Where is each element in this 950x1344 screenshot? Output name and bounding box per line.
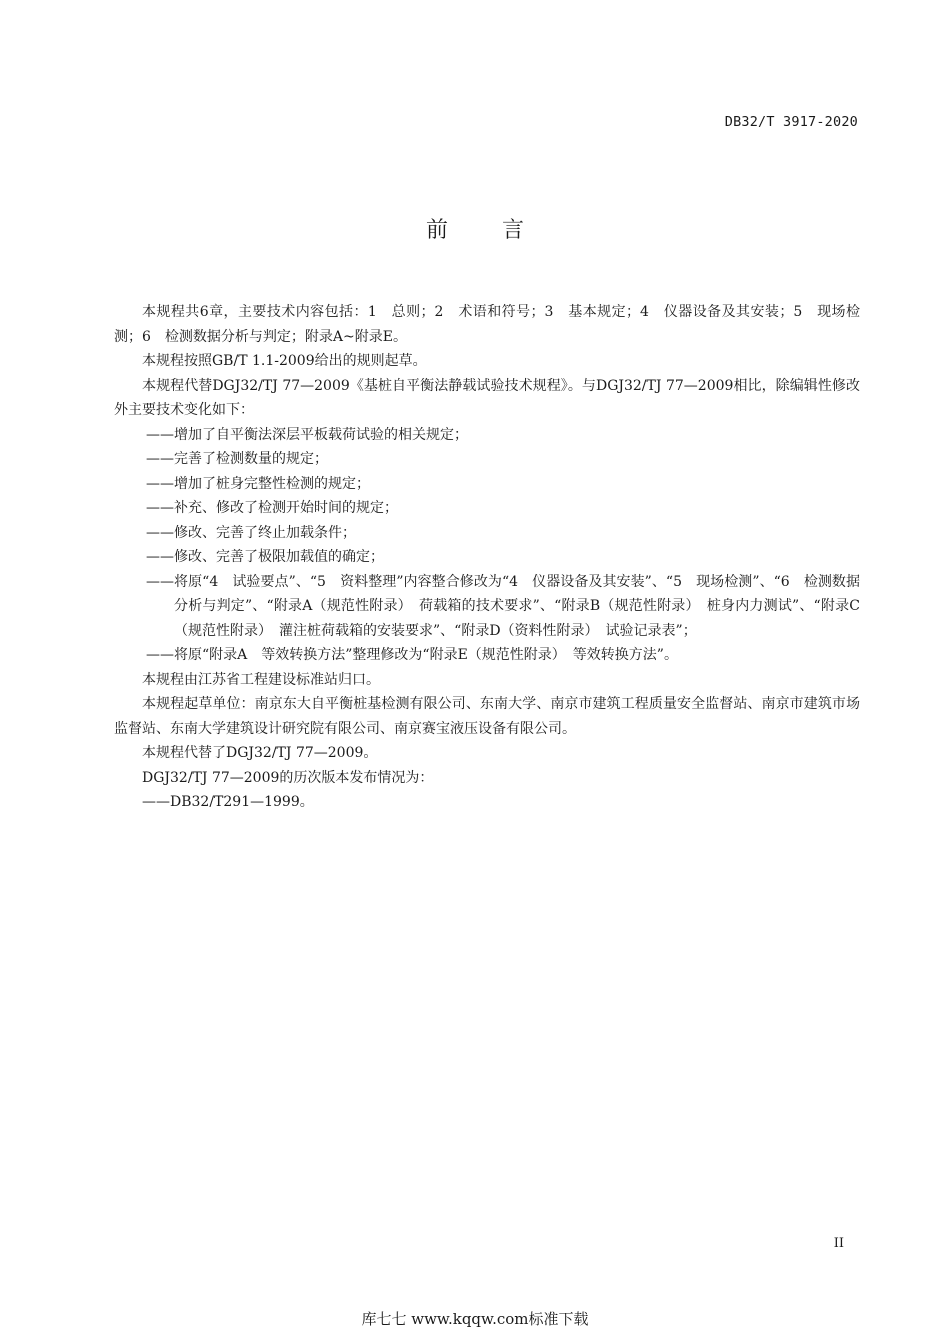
preface-body [114, 300, 860, 815]
paragraph-drafting-units: 本规程起草单位：南京东大自平衡桩基检测有限公司、东南大学、南京市建筑工程质量安全监督站、南京市建筑市场监督站、东南大学建筑设计研究院有限公司、南京赛宝液压设备有限公司。 [114, 696, 860, 737]
paragraph-replacement: 本规程代替DGJ32/TJ 77—2009《基桩自平衡法静载试验技术规程》。与DGJ32/TJ 77—2009相比，除编辑性修改外主要技术变化如下： [114, 377, 860, 418]
list-item: ——完善了检测数量的规定； [146, 451, 328, 467]
list-item: ——修改、完善了终止加载条件； [146, 524, 356, 541]
list-item: ——将原“4 试验要点”、“5 资料整理”内容整合修改为“4 仪器设备及其安装”、“5 现场检测”、“6 检测数据分析与判定”、“附录A（规范性附录） 荷载箱的技术要求”、“附录B（规范性附录） 桩身内力测试”、“附录C（规范性附录） 灌注桩荷载箱的安装要求”、“附录D（资料性附录） 试验记录表”； [146, 573, 860, 639]
paragraph-history-heading: DGJ32/TJ 77—2009的历次版本发布情况为： [142, 769, 434, 786]
paragraph-replaces: 本规程代替了DGJ32/TJ 77—2009。 [142, 745, 378, 761]
site-watermark: 库七七 www.kqqw.com标准下载 [361, 1310, 589, 1328]
paragraph-chapters: 本规程共6章，主要技术内容包括：1 总则；2 术语和符号；3 基本规定；4 仪器设备及其安装；5 现场检测；6 检测数据分析与判定；附录A~附录E。 [114, 304, 860, 345]
list-item: ——补充、修改了检测开始时间的规定； [146, 500, 398, 516]
list-item: ——增加了桩身完整性检测的规定； [146, 475, 370, 492]
page-number: II [833, 1236, 844, 1251]
paragraph-history-item: ——DB32/T291—1999。 [142, 794, 314, 810]
paragraph-drafting-rules: 本规程按照GB/T 1.1-2009给出的规则起草。 [142, 353, 427, 369]
list-item: ——修改、完善了极限加载值的确定； [146, 549, 384, 565]
page-title: 前言 [425, 218, 578, 243]
list-item: ——增加了自平衡法深层平板载荷试验的相关规定； [146, 426, 468, 443]
paragraph-administered-by: 本规程由江苏省工程建设标准站归口。 [142, 671, 380, 688]
document-code: DB32/T 3917-2020 [724, 114, 858, 130]
list-item: ——将原“附录A 等效转换方法”整理修改为“附录E（规范性附录） 等效转换方法”。 [146, 647, 678, 663]
